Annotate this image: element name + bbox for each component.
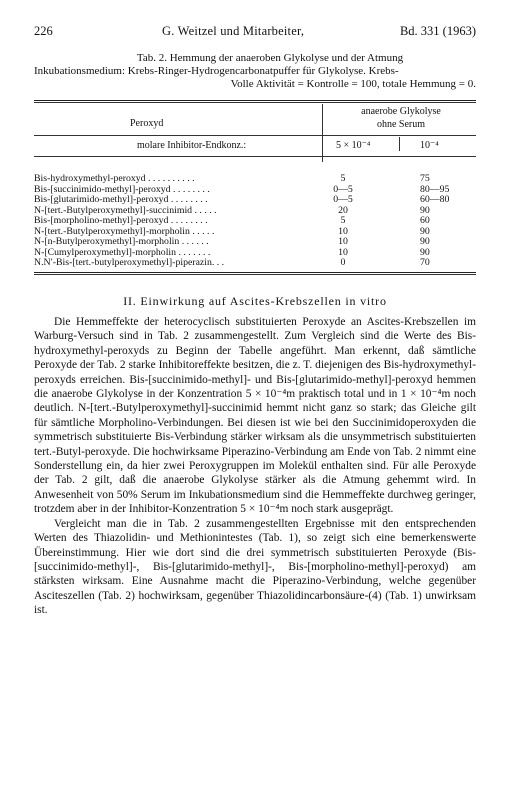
row-value-conc2: 75 <box>420 173 430 184</box>
row-compound: N-[Cumylperoxymethyl]-morpholin . . . . . . . <box>34 246 211 258</box>
row-value-conc1: 5 <box>340 173 346 184</box>
section-heading: II. Einwirkung auf Ascites-Krebszellen in vitro <box>123 294 387 308</box>
row-value-conc1: 10 <box>338 246 348 258</box>
row-value-conc1: 0—5 <box>333 194 353 205</box>
row-value-conc2: 90 <box>420 204 430 216</box>
row-value-conc1: 0 <box>340 257 346 268</box>
table-caption-line: Tab. 2. Hemmung der anaeroben Glykolyse und der Atmung <box>136 52 404 64</box>
row-value-conc1: 10 <box>338 236 348 247</box>
table-caption <box>34 52 476 91</box>
body-text <box>34 315 476 618</box>
row-value-conc2: 90 <box>420 246 430 258</box>
table-row <box>34 258 476 269</box>
row-compound: N.N′-Bis-[tert.-butylperoxymethyl]-piperazin. . . <box>34 257 225 268</box>
header-mid-rule <box>34 135 476 136</box>
running-header-volume: Bd. 331 (1963) <box>399 24 476 38</box>
column-header-peroxyd: Peroxyd <box>130 118 164 129</box>
header-bottom-rule <box>34 156 476 157</box>
concentration-row-label: molare Inhibitor-Endkonz.: <box>137 140 247 151</box>
page-number: 226 <box>34 24 53 38</box>
running-header-authors: G. Weitzel und Mitarbeiter, <box>162 24 305 38</box>
row-value-conc2: 70 <box>420 257 430 268</box>
row-value-conc2: 60 <box>420 215 430 226</box>
paragraph: Die Hemmeffekte der heterocyclisch substituierten Peroxyde an Ascites-Krebszellen im Warburg-Versuch sind in Tab. 2 zusammengestellt. Zum Vergleich sind die Werte des Bis-hydroxymethyl-peroxyds zu Beginn der Tabelle angeführt. Man erkennt, daß sämtliche Peroxyde der Tab. 2 starke Inhibitoreffekte besitzen, die z. T. diejenigen des Bis-hydroxymethyl-peroxyds erreichen. Bis-[succinimido-methyl]- und Bis-[glutarimido-methyl]-peroxyd hemmen die anaerobe Glykolyse in der Konzentration 5 × 10⁻⁴m praktisch total und in 1 × 10⁻⁴m noch deutlich. N-[tert.-Butylperoxymethyl]-succinimid hemmt nicht ganz so stark; das Gleiche gilt für sämtliche Morpholino-Verbindungen. Bei diesen ist wie bei den Succinimidoperoxyden die symmetrisch substituierte Bis-Verbindung stärker wirksam als die unsymmetrisch substituierten tert.-Butyl-peroxyde. Die hochwirksame Piperazino-Verbindung am Ende von Tab. 2 nimmt eine Sonderstellung ein, da hier zwei Peroxygruppen im Molekül enthalten sind. Für alle Peroxyde der Tab. 2 gilt, daß die anaerobe Glykolyse stärker als die Atmung gehemmt wird. In Anwesenheit von 50% Serum im Inkubationsmedium sind die Hemmeffekte durchweg geringer, trotzdem aber in der Inhibitor-Konzentration 5 × 10⁻⁴m noch stark ausgeprägt. <box>34 316 476 516</box>
row-value-conc1: 10 <box>338 225 348 237</box>
table-caption-line: Inkubationsmedium: Krebs-Ringer-Hydrogencarbonatpuffer für Glykolyse. Krebs- <box>34 65 399 77</box>
table-row <box>34 216 476 227</box>
table-body <box>34 174 476 269</box>
row-compound: N-[tert.-Butylperoxymethyl]-morpholin . . . . . <box>34 225 215 237</box>
row-compound: Bis-[morpholino-methyl]-peroxyd . . . . . . . . <box>34 215 208 226</box>
table-caption-line: Volle Aktivität = Kontrolle = 100, totale Hemmung = 0. <box>230 78 476 90</box>
header-divider <box>322 104 323 162</box>
table-bottom-rule <box>34 272 476 273</box>
paragraph: Vergleicht man die in Tab. 2 zusammengestellten Ergebnisse mit den entsprechenden Werten des Thiazolidin- und Methionintestes (Tab. 1), so zeigt sich eine bemerkenswerte Übereinstimmung. Hier wie dort sind die drei symmetrisch substituierten Peroxyde (Bis-[succinimido-methyl]-, Bis-[glutarimido-methyl]-, Bis-[morpholino-methyl]-peroxyd) am stärksten wirksam. Eine Ausnahme macht die Piperazino-Verbindung, welche gegenüber Asciteszellen (Tab. 2) hochwirksam, gegenüber Thiazolidincarbonsäure-(4) (Tab. 1) unwirksam ist. <box>34 517 476 617</box>
table-row <box>34 237 476 248</box>
row-value-conc2: 90 <box>420 236 430 247</box>
row-value-conc1: 5 <box>340 215 346 226</box>
column-group-subheader: ohne Serum <box>376 119 426 130</box>
row-value-conc2: 90 <box>420 225 430 237</box>
row-compound: Bis-[glutarimido-methyl]-peroxyd . . . . . . . . <box>34 194 208 205</box>
row-value-conc1: 0—5 <box>333 183 353 195</box>
table-row <box>34 195 476 206</box>
concentration-1: 5 × 10⁻⁴ <box>336 140 371 151</box>
table-bottom-rule-2 <box>34 274 476 275</box>
row-value-conc2: 60—80 <box>420 194 450 205</box>
concentration-divider <box>399 137 400 151</box>
row-value-conc2: 80—95 <box>420 183 450 195</box>
running-header <box>34 24 476 40</box>
column-group-header: anaerobe Glykolyse <box>361 106 441 117</box>
row-value-conc1: 20 <box>338 204 348 216</box>
table-row <box>34 174 476 185</box>
row-compound: Bis-[succinimido-methyl]-peroxyd . . . . . . . . <box>34 183 210 195</box>
concentration-2: 10⁻⁴ <box>420 140 439 151</box>
row-compound: N-[tert.-Butylperoxymethyl]-succinimid . . . . . <box>34 204 217 216</box>
row-compound: Bis-hydroxymethyl-peroxyd . . . . . . . . . . <box>34 173 195 184</box>
table-top-rule-2 <box>34 102 476 103</box>
table-top-rule <box>34 100 476 101</box>
row-compound: N-[n-Butylperoxymethyl]-morpholin . . . . . . <box>34 236 209 247</box>
